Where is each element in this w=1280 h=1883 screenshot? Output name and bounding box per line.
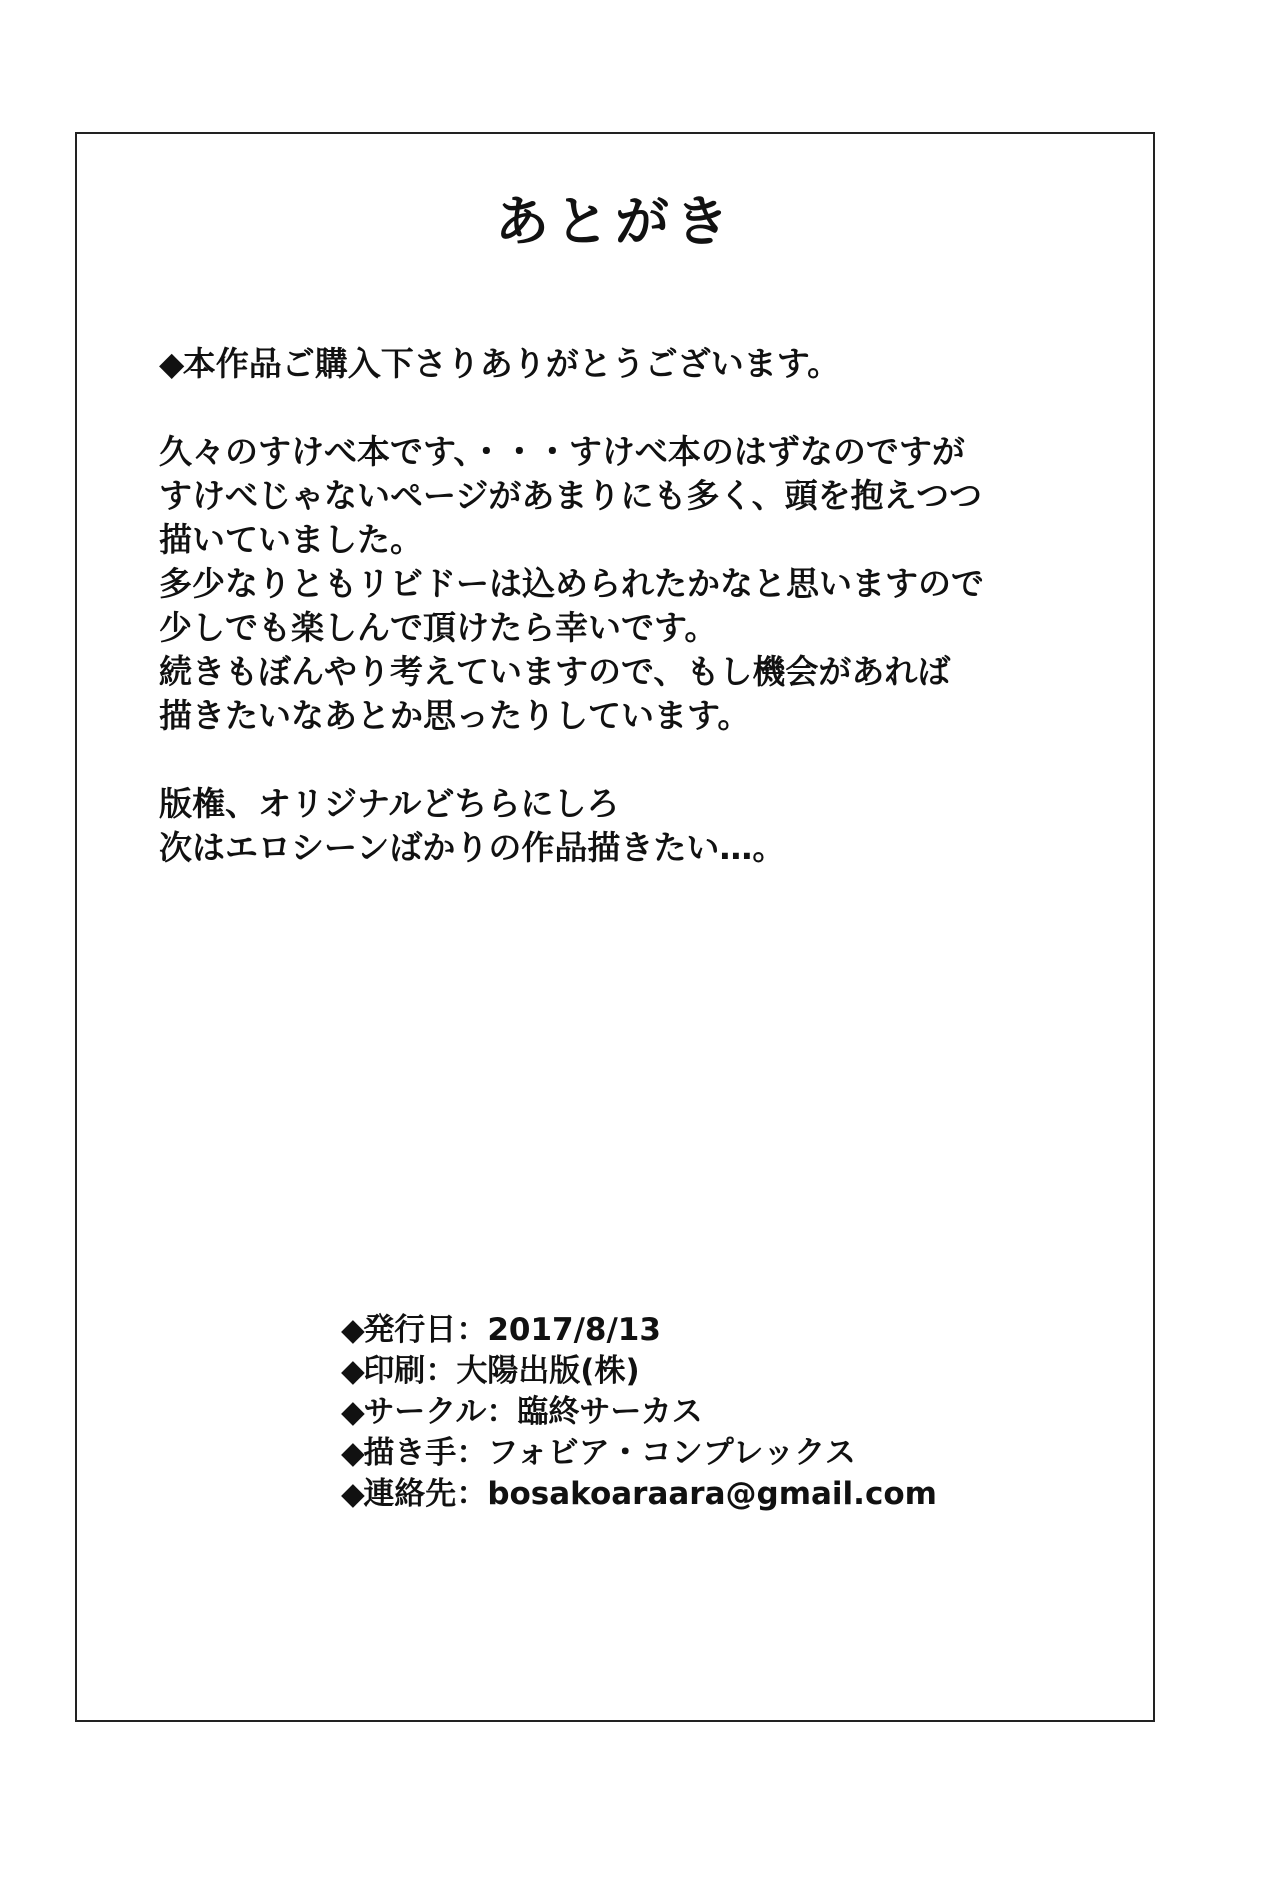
- colophon-value: 大陽出版(株): [456, 1353, 640, 1389]
- colophon-separator: ：: [456, 1435, 488, 1471]
- paragraph-1-line: 描きたいなあとか思ったりしています。: [159, 696, 751, 735]
- diamond-bullet-icon: ◆: [341, 1353, 365, 1389]
- colophon-label: 印刷: [363, 1353, 426, 1389]
- diamond-bullet-icon: ◆: [159, 344, 185, 383]
- colophon-label: 描き手: [363, 1435, 457, 1471]
- colophon-value: 臨終サーカス: [517, 1394, 703, 1430]
- colophon-row-artist: [341, 1433, 937, 1474]
- paragraph-2-line: 次はエロシーンばかりの作品描きたい…。: [159, 828, 786, 867]
- colophon-label: 発行日: [363, 1312, 457, 1348]
- page-title: あとがき: [495, 189, 735, 253]
- page-frame: [75, 132, 1155, 1722]
- paragraph-1-line: 描いていました。: [159, 520, 423, 559]
- diamond-bullet-icon: ◆: [341, 1312, 365, 1348]
- colophon-label: サークル: [363, 1394, 487, 1430]
- paragraph-1-line: 続きもぼんやり考えていますので、もし機会があれば: [159, 652, 951, 691]
- paragraph-1-line: 久々のすけべ本です、・・・すけべ本のはずなのですが: [159, 432, 965, 471]
- colophon-separator: ：: [456, 1476, 488, 1512]
- paragraph-2: [159, 782, 1099, 870]
- colophon-row-publish-date: [341, 1310, 937, 1351]
- colophon-row-printer: [341, 1351, 937, 1392]
- afterword-body: [159, 342, 1099, 870]
- paragraph-1-line: 少しでも楽しんで頂けたら幸いです。: [159, 608, 718, 647]
- diamond-bullet-icon: ◆: [341, 1476, 365, 1512]
- paragraph-1-line: すけべじゃないページがあまりにも多く、頭を抱えつつ: [159, 476, 983, 515]
- colophon-value: 2017/8/13: [487, 1312, 661, 1348]
- colophon-value: フォビア・コンプレックス: [487, 1435, 856, 1471]
- greeting-paragraph: [159, 342, 1099, 386]
- colophon-separator: ：: [486, 1394, 518, 1430]
- contact-email: bosakoaraara@gmail.com: [487, 1476, 937, 1512]
- colophon: [341, 1310, 937, 1515]
- greeting-text: 本作品ご購入下さりありがとうございます。: [182, 344, 841, 383]
- diamond-bullet-icon: ◆: [341, 1394, 365, 1430]
- colophon-separator: ：: [425, 1353, 457, 1389]
- greeting-line: [159, 342, 1099, 386]
- colophon-label: 連絡先: [363, 1476, 457, 1512]
- paragraph-1: [159, 430, 1099, 738]
- diamond-bullet-icon: ◆: [341, 1435, 365, 1471]
- colophon-row-contact: [341, 1474, 937, 1515]
- paragraph-1-line: 多少なりともリビドーは込められたかなと思いますので: [159, 564, 984, 603]
- colophon-row-circle: [341, 1392, 937, 1433]
- paragraph-2-line: 版権、オリジナルどちらにしろ: [159, 784, 620, 823]
- colophon-separator: ：: [456, 1312, 488, 1348]
